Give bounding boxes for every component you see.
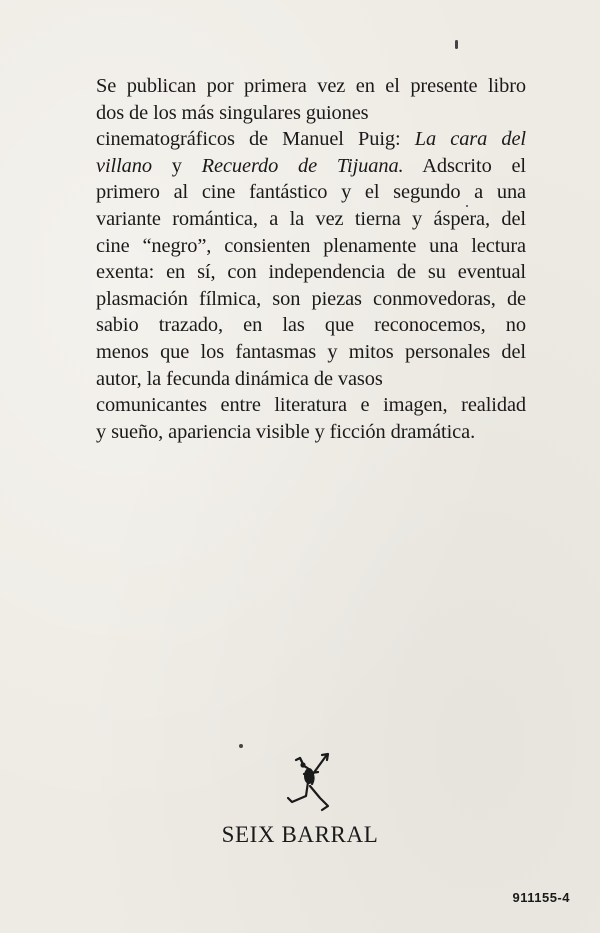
blurb-text (96, 73, 526, 445)
blurb-line: Se publican por primera vez en el presente libro (96, 75, 526, 97)
blurb-segment: Adscrito el (403, 154, 526, 177)
isbn-code: 911155-4 (512, 890, 570, 905)
blurb-line: dos de los más singulares guiones (96, 101, 369, 124)
blurb-line: primero al cine fantástico y el segundo a una (96, 181, 526, 204)
paper-speck (455, 40, 458, 49)
paper-speck (466, 205, 468, 207)
blurb-line: comunicantes entre literatura e imagen, realidad (96, 394, 526, 417)
blurb-line: exenta: en sí, con independencia de su eventual (96, 261, 526, 284)
blurb-line: menos que los fantasmas y mitos personales del (96, 340, 526, 363)
blurb-line: sabio trazado, en las que reconocemos, no (96, 314, 526, 337)
blurb-line: plasmación fílmica, son piezas conmovedoras, de (96, 287, 526, 310)
blurb-line: autor, la fecunda dinámica de vasos (96, 367, 383, 390)
publisher-name: SEIX BARRAL (221, 822, 379, 847)
running-figure-icon (282, 752, 334, 816)
book-title-la-cara-del-villano-cont: villano (96, 154, 152, 177)
blurb-line: cine “negro”, consienten plenamente una lectura (96, 234, 526, 257)
blurb-segment: cinematográficos de Manuel Puig: (96, 128, 415, 151)
blurb-line: variante romántica, a la vez tierna y áspera, del (96, 207, 526, 230)
blurb-segment: y (151, 154, 202, 177)
blurb-line: y sueño, apariencia visible y ficción dramática. (96, 420, 476, 443)
paper-speck (239, 744, 243, 748)
book-title-la-cara-del-villano: La cara del (414, 128, 526, 151)
blurb-line (96, 153, 526, 180)
blurb-line (96, 126, 526, 153)
book-title-recuerdo-de-tijuana: Recuerdo de Tijuana. (201, 154, 404, 177)
